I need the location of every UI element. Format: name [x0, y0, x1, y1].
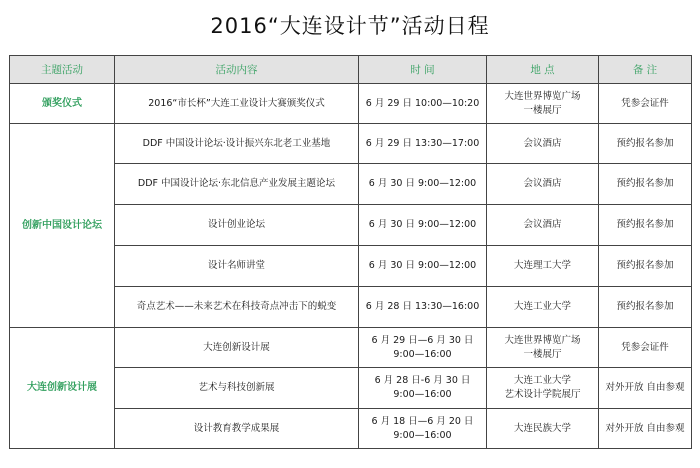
time-cell: 6 月 30 日 9:00—12:00: [359, 205, 487, 246]
header-place: 地 点: [487, 56, 599, 84]
note-cell: 预约报名参加: [599, 164, 692, 205]
note-cell: 预约报名参加: [599, 287, 692, 328]
content-cell: 设计名师讲堂: [115, 246, 359, 287]
content-cell: 设计创业论坛: [115, 205, 359, 246]
note-cell: 对外开放 自由参观: [599, 409, 692, 449]
time-cell: 6 月 28 日 13:30—16:00: [359, 287, 487, 328]
time-cell: 6 月 30 日 9:00—12:00: [359, 164, 487, 205]
content-cell: 大连创新设计展: [115, 328, 359, 368]
header-content: 活动内容: [115, 56, 359, 84]
header-row: [10, 56, 692, 84]
time-cell: 6 月 28 日-6 月 30 日 9:00—16:00: [359, 368, 487, 409]
content-cell: 设计教育教学成果展: [115, 409, 359, 449]
place-cell: 会议酒店: [487, 124, 599, 164]
content-cell: 奇点艺术——未来艺术在科技奇点冲击下的蜕变: [115, 287, 359, 328]
table-row: [10, 84, 692, 124]
category-cell: 大连创新设计展: [10, 328, 115, 449]
time-cell: 6 月 18 日—6 月 20 日 9:00—16:00: [359, 409, 487, 449]
note-cell: 预约报名参加: [599, 205, 692, 246]
header-theme: 主题活动: [10, 56, 115, 84]
time-cell: 6 月 29 日—6 月 30 日 9:00—16:00: [359, 328, 487, 368]
content-cell: 艺术与科技创新展: [115, 368, 359, 409]
schedule-table: [9, 55, 692, 449]
header-time: 时 间: [359, 56, 487, 84]
page-title: 2016“大连设计节”活动日程: [210, 14, 490, 38]
table-row: [10, 328, 692, 368]
content-cell: 2016“市长杯”大连工业设计大赛颁奖仪式: [115, 84, 359, 124]
note-cell: 预约报名参加: [599, 124, 692, 164]
note-cell: 对外开放 自由参观: [599, 368, 692, 409]
place-cell: 大连理工大学: [487, 246, 599, 287]
content-cell: DDF 中国设计论坛·东北信息产业发展主题论坛: [115, 164, 359, 205]
note-cell: 预约报名参加: [599, 246, 692, 287]
place-cell: 大连工业大学: [487, 287, 599, 328]
category-cell: 创新中国设计论坛: [10, 124, 115, 328]
note-cell: 凭参会证件: [599, 328, 692, 368]
place-cell: 大连世界博览广场 一楼展厅: [487, 328, 599, 368]
header-note: 备 注: [599, 56, 692, 84]
content-cell: DDF 中国设计论坛·设计振兴东北老工业基地: [115, 124, 359, 164]
time-cell: 6 月 29 日 10:00—10:20: [359, 84, 487, 124]
place-cell: 大连工业大学 艺术设计学院展厅: [487, 368, 599, 409]
place-cell: 会议酒店: [487, 164, 599, 205]
place-cell: 大连世界博览广场 一楼展厅: [487, 84, 599, 124]
time-cell: 6 月 30 日 9:00—12:00: [359, 246, 487, 287]
time-cell: 6 月 29 日 13:30—17:00: [359, 124, 487, 164]
note-cell: 凭参会证件: [599, 84, 692, 124]
place-cell: 会议酒店: [487, 205, 599, 246]
category-cell: 颁奖仪式: [10, 84, 115, 124]
table-row: [10, 124, 692, 164]
place-cell: 大连民族大学: [487, 409, 599, 449]
